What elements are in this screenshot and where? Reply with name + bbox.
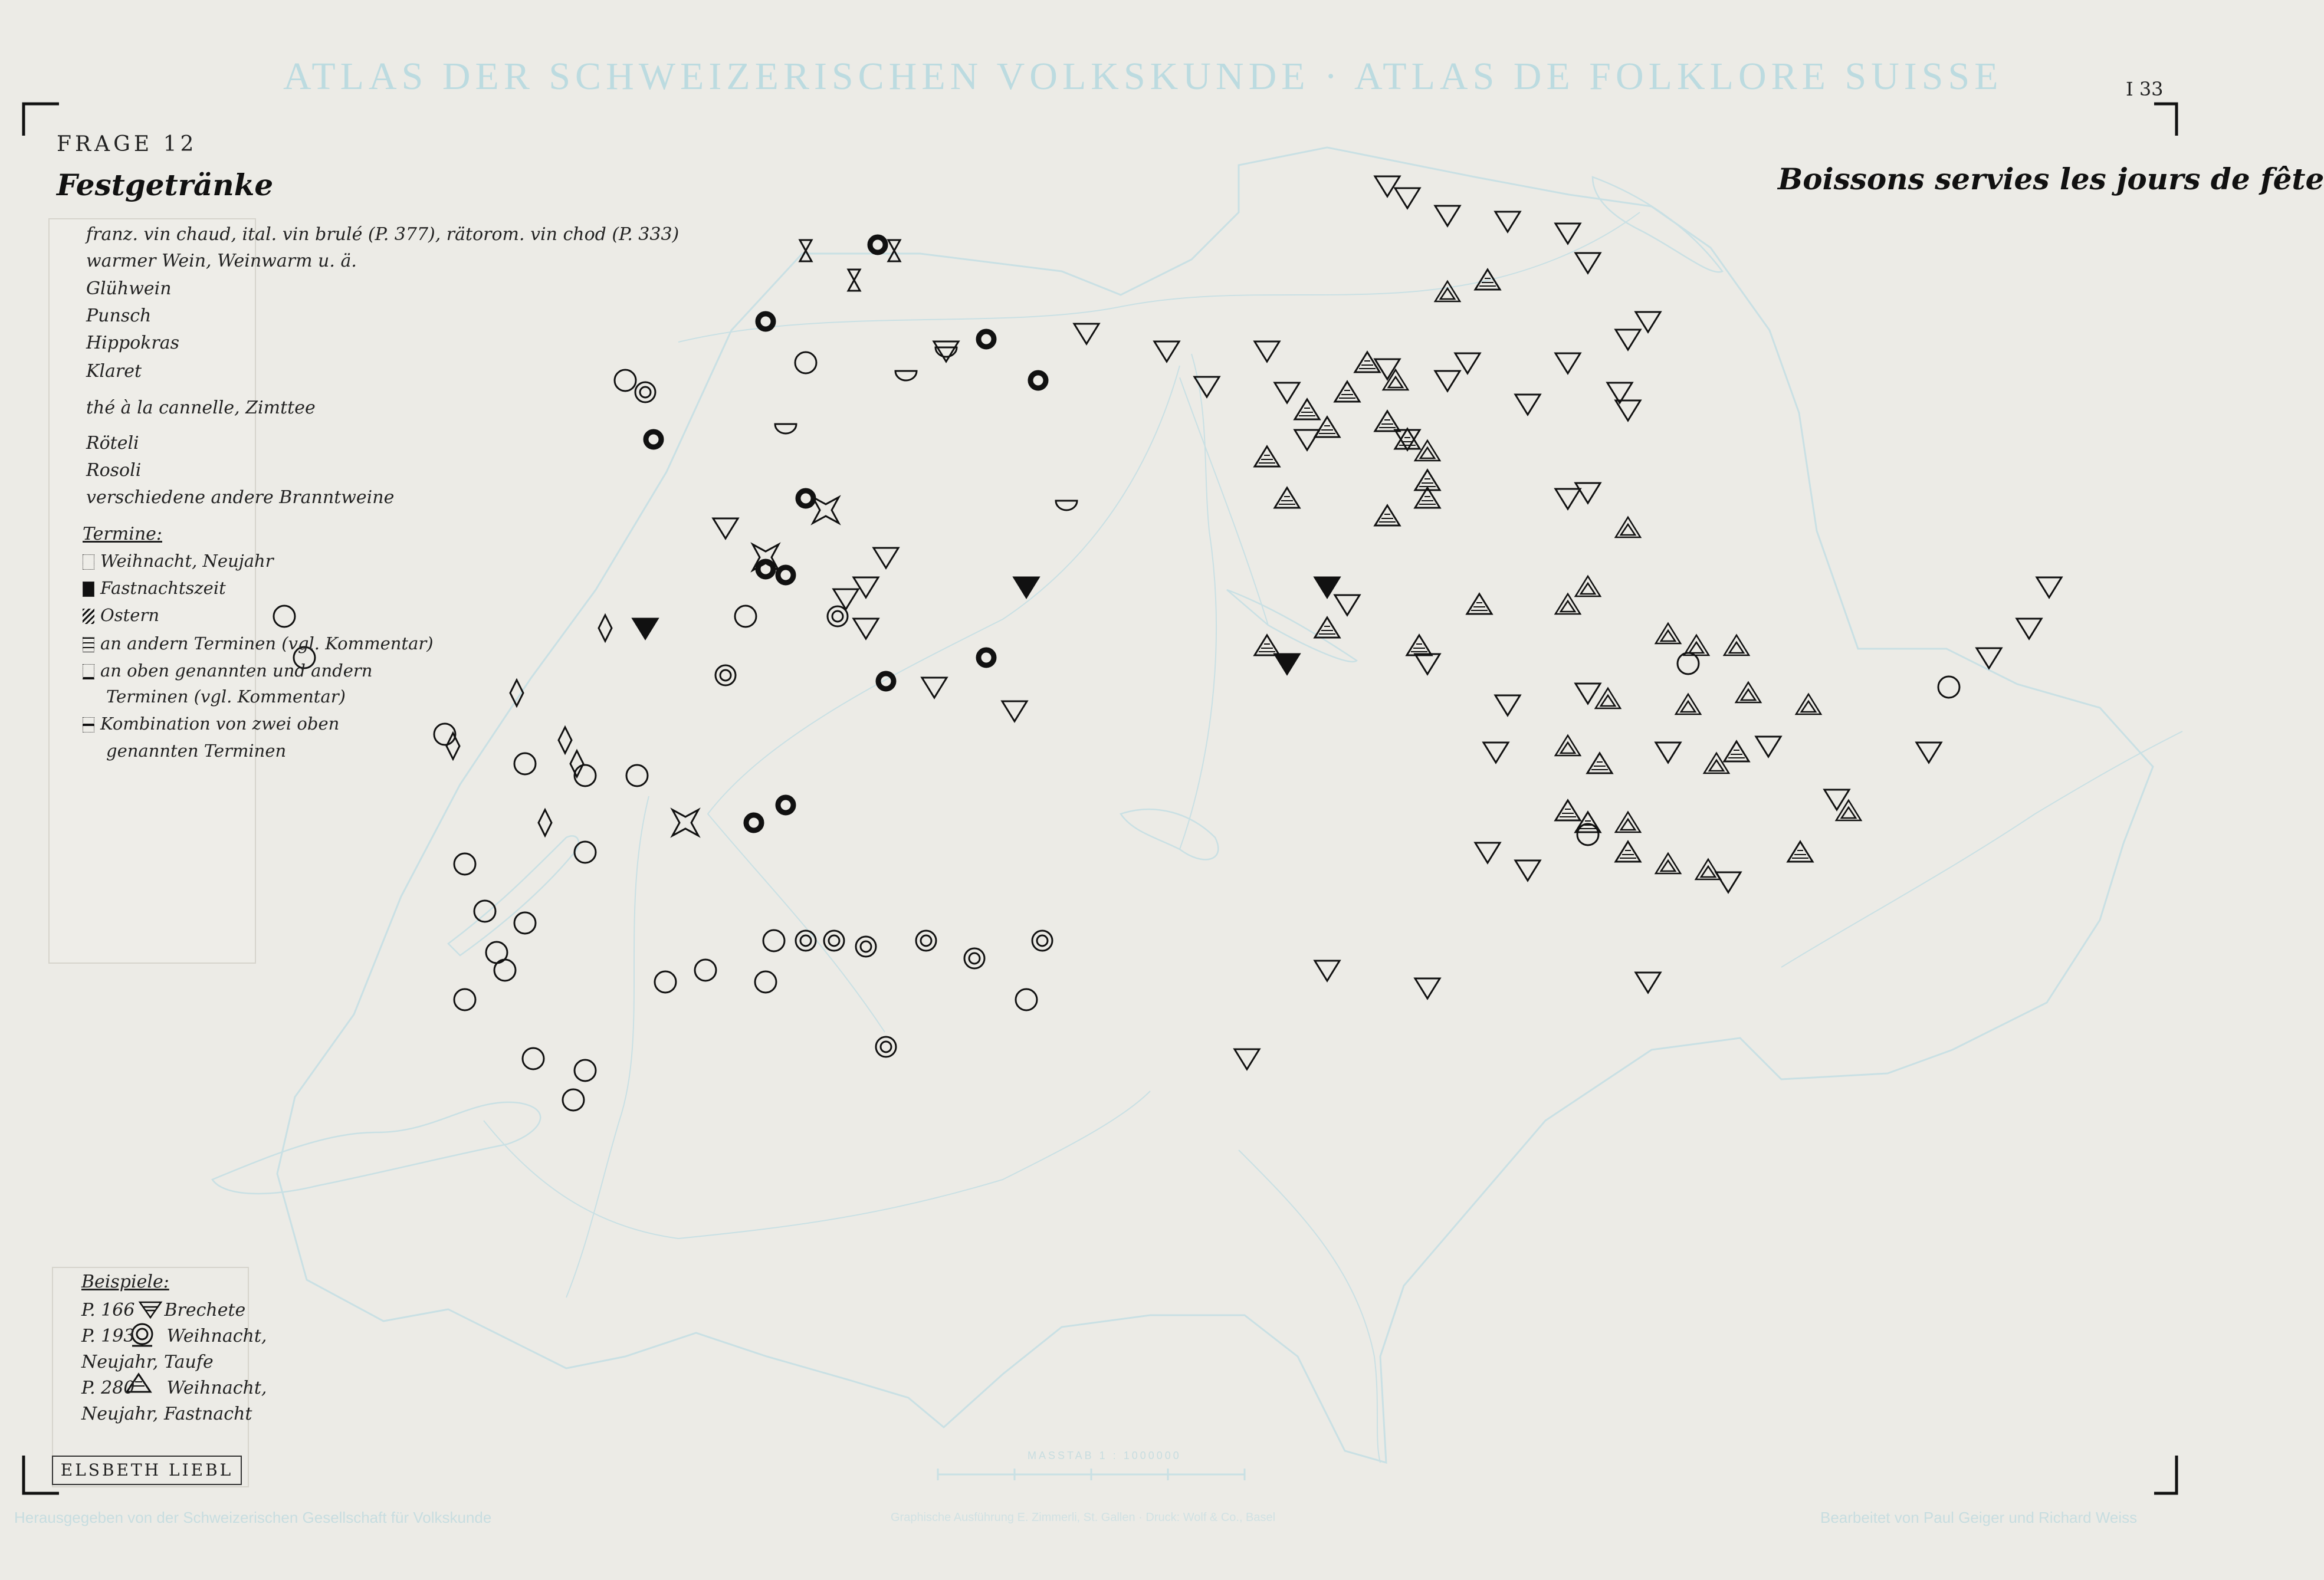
circle-marker — [795, 352, 816, 373]
circle-marker — [454, 853, 475, 875]
hatched-triangle-marker — [1375, 411, 1400, 431]
down-triangle-marker — [1235, 1049, 1259, 1069]
double-circle-marker — [796, 931, 816, 951]
down-triangle-marker — [1435, 206, 1460, 226]
bold-ring-marker — [758, 314, 773, 329]
termine-item — [83, 633, 434, 653]
legend-label-bold-ring: Glühwein — [86, 278, 172, 299]
hatched-triangle-marker — [1555, 800, 1580, 820]
map-background — [212, 147, 2182, 1463]
example-point: P. 193 — [81, 1326, 135, 1346]
circle-marker — [563, 1089, 584, 1111]
hourglass-marker — [888, 240, 900, 261]
corner-mark-top-left — [24, 104, 59, 136]
triangle-marker — [1575, 576, 1600, 596]
bold-ring-marker — [979, 331, 994, 347]
hatched-triangle-marker — [1255, 446, 1279, 467]
river-limmat — [1180, 377, 1268, 625]
triangle-marker — [1555, 735, 1580, 755]
lake-lucerne — [1121, 809, 1218, 859]
down-triangle-marker — [1002, 701, 1027, 721]
double-circle-marker — [828, 606, 848, 626]
example-row — [81, 1352, 214, 1372]
legend-label-hatched-triangle: Rosoli — [86, 460, 142, 481]
circle-marker — [1938, 676, 1959, 698]
down-triangle-filled-marker — [633, 619, 658, 639]
down-triangle-marker — [1515, 860, 1540, 881]
down-triangle-marker — [1255, 341, 1279, 362]
down-triangle-marker — [1616, 330, 1640, 350]
author-name: ELSBETH LIEBL — [52, 1456, 242, 1485]
plate-number: I 33 — [2126, 78, 2164, 100]
star-marker — [813, 497, 839, 523]
down-triangle-marker — [1636, 973, 1660, 993]
hourglass-marker — [848, 270, 860, 291]
example-text: Weihnacht, — [166, 1326, 267, 1346]
triangle-marker — [1616, 812, 1640, 832]
circle-marker — [763, 930, 784, 951]
footer-editors: Bearbeitet von Paul Geiger und Richard Weiss — [1820, 1509, 2138, 1526]
down-triangle-marker — [2017, 619, 2041, 639]
lake-constance — [1593, 177, 1722, 272]
diamond-marker — [539, 810, 552, 836]
corner-marks — [24, 104, 2177, 1493]
legend-label-star: Klaret — [86, 361, 142, 382]
down-triangle-filled-marker — [1275, 654, 1299, 674]
termine-label: genannten Terminen — [106, 741, 287, 761]
legend-label-circle: franz. vin chaud, ital. vin brulé (P. 377), rätorom. vin chod (P. 333) — [86, 224, 680, 245]
river-saane — [566, 796, 649, 1297]
down-triangle-filled-marker — [1014, 577, 1039, 597]
hatched-triangle-marker — [1407, 635, 1432, 655]
down-triangle-marker — [1555, 353, 1580, 373]
termine-item — [83, 551, 274, 571]
down-triangle-marker — [922, 678, 947, 698]
legend-label-hourglass: Hippokras — [86, 333, 180, 353]
marker-hatched-icon — [83, 609, 94, 624]
example-row — [81, 1300, 245, 1321]
hatched-triangle-marker — [1335, 382, 1360, 402]
circle-marker — [626, 765, 648, 786]
circle-marker — [523, 1048, 544, 1069]
circle-marker — [514, 912, 536, 934]
termine-label: Terminen (vgl. Kommentar) — [106, 686, 346, 707]
example-row — [81, 1326, 267, 1346]
river-ticino — [1239, 1150, 1380, 1463]
down-triangle-marker — [854, 619, 878, 639]
footer-publisher: Herausgegeben von der Schweizerischen Gesellschaft für Volkskunde — [14, 1509, 492, 1526]
termine-label: Kombination von zwei oben — [100, 714, 340, 734]
hatched-triangle-marker — [1587, 753, 1612, 773]
marker-lines-icon — [83, 637, 94, 652]
down-triangle-marker — [1335, 595, 1360, 615]
termine-item — [83, 661, 372, 681]
hatched-triangle-marker — [1275, 488, 1299, 508]
circle-marker — [695, 960, 716, 981]
double-circle-marker — [715, 665, 736, 685]
down-triangle-marker — [1483, 743, 1508, 763]
river-rhine — [678, 212, 1640, 342]
corner-mark-top-right — [2154, 104, 2177, 136]
lake-geneva — [212, 1102, 540, 1194]
circle-marker — [755, 971, 776, 993]
river-rhone — [484, 1091, 1150, 1239]
down-triangle-marker — [1415, 978, 1440, 998]
example-text: Brechete — [164, 1300, 246, 1321]
hatched-triangle-marker — [1315, 617, 1340, 638]
down-triangle-marker — [874, 548, 898, 568]
hatched-triangle-marker — [1616, 842, 1640, 862]
triangle-marker — [1616, 517, 1640, 537]
example-point: P. 280 — [81, 1378, 135, 1398]
legend-label-down-triangle: verschiedene andere Branntweine — [86, 487, 395, 508]
bold-ring-marker — [979, 650, 994, 665]
down-triangle-marker — [1415, 654, 1440, 674]
double-circle-marker — [824, 931, 844, 951]
hourglass-marker — [800, 240, 812, 261]
hatched-triangle-marker — [1295, 399, 1319, 419]
triangle-marker — [1596, 688, 1620, 708]
bold-ring-marker — [1030, 373, 1046, 388]
scale-label: MASSTAB 1 : 1000000 — [1028, 1450, 1181, 1461]
termine-label: Weihnacht, Neujahr — [100, 551, 274, 571]
termine-item — [106, 686, 346, 707]
circle-marker — [514, 753, 536, 774]
triangle-marker — [1435, 281, 1460, 301]
double-circle-marker — [964, 948, 984, 968]
down-triangle-marker — [1395, 188, 1420, 208]
triangle-marker — [1796, 694, 1821, 714]
double-circle-marker — [916, 931, 936, 951]
scale-bar — [938, 1469, 1245, 1480]
bold-ring-marker — [870, 237, 885, 252]
country-border — [277, 147, 2153, 1463]
down-triangle-marker — [1756, 737, 1781, 757]
termine-item — [83, 605, 159, 625]
example-text: Neujahr, Taufe — [81, 1352, 214, 1372]
double-circle-marker — [856, 937, 876, 957]
double-circle-marker — [876, 1037, 896, 1057]
down-triangle-marker — [1435, 371, 1460, 391]
hatched-triangle-marker — [1467, 594, 1492, 614]
down-triangle-marker — [1575, 483, 1600, 503]
example-point: P. 166 — [81, 1300, 135, 1321]
bold-ring-marker — [646, 432, 661, 447]
down-triangle-marker — [713, 518, 738, 538]
circle-marker — [1016, 989, 1037, 1010]
circle-marker — [575, 1060, 596, 1081]
down-triangle-marker — [1916, 743, 1941, 763]
half-circle-marker — [1056, 501, 1077, 510]
termine-label: Fastnachtszeit — [100, 578, 226, 598]
legend-label-triangle: Röteli — [86, 433, 139, 454]
examples-heading: Beispiele: — [81, 1272, 169, 1292]
map-title-german: Festgetränke — [57, 167, 274, 202]
bold-ring-marker — [778, 797, 793, 813]
down-triangle-marker — [1555, 489, 1580, 509]
triangle-marker — [1676, 694, 1701, 714]
down-triangle-marker — [1495, 695, 1520, 715]
hatched-triangle-marker — [1724, 741, 1749, 761]
termine-item — [83, 714, 339, 734]
star-marker — [672, 810, 698, 836]
map-symbols — [214, 176, 2062, 1111]
diamond-marker — [599, 615, 612, 641]
down-triangle-marker — [1575, 684, 1600, 704]
circle-marker — [615, 370, 636, 391]
hatched-triangle-marker — [1788, 842, 1813, 862]
down-triangle-marker — [1375, 176, 1400, 196]
circle-marker — [735, 606, 756, 627]
termine-label: an andern Terminen (vgl. Kommentar) — [100, 633, 434, 653]
hatched-triangle-marker — [1475, 270, 1500, 290]
down-triangle-marker — [1154, 341, 1179, 362]
hatched-triangle-marker — [1255, 635, 1279, 655]
down-triangle-marker — [1656, 743, 1680, 763]
example-row — [81, 1404, 252, 1424]
circle-marker — [655, 971, 676, 993]
marker-base-icon — [83, 664, 94, 679]
example-text: Weihnacht, — [166, 1378, 267, 1398]
bold-ring-marker — [798, 491, 813, 506]
termine-item — [83, 578, 226, 598]
termine-heading: Termine: — [83, 524, 162, 544]
down-triangle-marker — [1295, 430, 1319, 450]
circle-marker — [454, 989, 475, 1010]
termine-item — [106, 741, 286, 761]
triangle-marker — [1736, 682, 1761, 702]
double-circle-marker — [1032, 931, 1052, 951]
down-triangle-marker — [1575, 253, 1600, 273]
circle-marker — [575, 842, 596, 863]
legend-label-half-circle: Punsch — [86, 306, 152, 326]
triangle-marker — [1696, 859, 1721, 879]
diamond-marker — [559, 727, 572, 753]
down-triangle-marker — [1495, 212, 1520, 232]
triangle-marker — [1704, 753, 1729, 773]
down-triangle-marker — [1074, 324, 1099, 344]
question-number: FRAGE 12 — [57, 132, 198, 156]
down-triangle-marker — [2037, 577, 2062, 597]
hatched-triangle-marker — [1375, 505, 1400, 525]
triangle-marker — [1656, 623, 1680, 643]
legend-label-diamond: thé à la cannelle, Zimttee — [86, 398, 316, 418]
termine-label: Ostern — [100, 605, 160, 625]
down-triangle-marker — [1555, 224, 1580, 244]
down-triangle-marker — [1315, 961, 1340, 981]
corner-mark-bottom-right — [2154, 1456, 2177, 1493]
circle-marker — [494, 960, 516, 981]
down-triangle-marker — [1275, 383, 1299, 403]
triangle-marker — [1656, 853, 1680, 873]
termine-label: an oben genannten und andern — [100, 661, 373, 681]
down-triangle-marker — [854, 577, 878, 597]
bold-ring-marker — [778, 567, 793, 583]
triangle-marker — [1724, 635, 1749, 655]
example-row — [81, 1378, 267, 1398]
down-triangle-marker — [1395, 430, 1420, 450]
half-circle-marker — [775, 424, 796, 433]
down-triangle-marker — [1475, 843, 1500, 863]
map-title-french: Boissons servies les jours de fête — [1778, 162, 2324, 196]
atlas-title: ATLAS DER SCHWEIZERISCHEN VOLKSKUNDE · ATLAS DE FOLKLORE SUISSE — [283, 55, 2003, 98]
marker-empty-icon — [83, 554, 94, 570]
circle-marker — [1678, 653, 1699, 674]
diamond-marker — [570, 751, 583, 777]
circle-marker — [1577, 824, 1598, 845]
footer-printer: Graphische Ausführung E. Zimmerli, St. Gallen · Druck: Wolf & Co., Basel — [891, 1511, 1276, 1524]
triangle-marker — [1415, 441, 1440, 461]
circle-marker — [274, 606, 295, 627]
example-text: Neujahr, Fastnacht — [81, 1404, 252, 1424]
down-triangle-marker — [1716, 872, 1741, 892]
marker-bar-icon — [83, 717, 94, 732]
diamond-marker — [447, 733, 459, 759]
half-circle-marker — [895, 371, 917, 380]
bold-ring-marker — [878, 674, 894, 689]
legend-label-double-circle: warmer Wein, Weinwarm u. ä. — [86, 251, 357, 271]
bold-ring-marker — [746, 815, 761, 830]
double-circle-marker — [635, 382, 655, 402]
circle-marker — [474, 901, 495, 922]
down-triangle-marker — [1515, 395, 1540, 415]
marker-filled-icon — [83, 582, 94, 597]
